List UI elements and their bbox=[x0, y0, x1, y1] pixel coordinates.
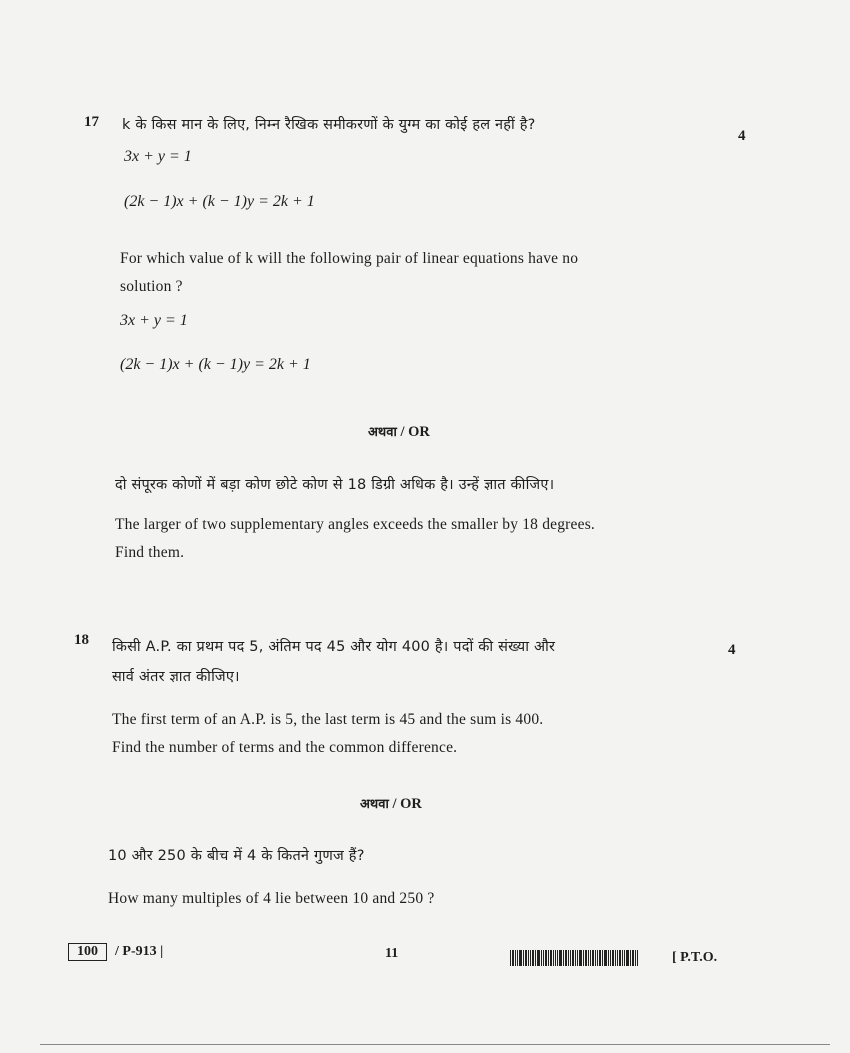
barcode-bar bbox=[537, 950, 540, 966]
question-18-number: 18 bbox=[74, 632, 89, 648]
barcode-bar bbox=[565, 950, 567, 966]
or-english: OR bbox=[408, 424, 430, 440]
barcode-bar bbox=[619, 950, 621, 966]
barcode-bar bbox=[585, 950, 587, 966]
question-17-english-line2: solution ? bbox=[120, 278, 183, 295]
barcode-bar bbox=[575, 950, 576, 966]
barcode-bar bbox=[602, 950, 603, 966]
barcode-bar bbox=[626, 950, 629, 966]
barcode-bar bbox=[622, 950, 623, 966]
barcode-bar bbox=[572, 950, 574, 966]
barcode-bar bbox=[592, 950, 594, 966]
barcode-bar bbox=[583, 950, 584, 966]
barcode-bar bbox=[615, 950, 616, 966]
question-17-eq2-hindi: (2k − 1)x + (k − 1)y = 2k + 1 bbox=[124, 193, 315, 210]
question-18-english-line2: Find the number of terms and the common difference. bbox=[112, 739, 458, 756]
barcode-bar bbox=[523, 950, 524, 966]
footer-pto: [ P.T.O. bbox=[672, 950, 718, 965]
page-bottom-edge bbox=[40, 1044, 830, 1045]
barcode-bar bbox=[637, 950, 638, 966]
barcode-bar bbox=[543, 950, 544, 966]
barcode-bar bbox=[548, 950, 549, 966]
barcode-bar bbox=[553, 950, 554, 966]
barcode-bar bbox=[588, 950, 589, 966]
barcode-bar bbox=[630, 950, 631, 966]
barcode-bar bbox=[559, 950, 562, 966]
or-english: OR bbox=[400, 796, 422, 812]
barcode-bar bbox=[528, 950, 529, 966]
barcode-bar bbox=[610, 950, 611, 966]
footer-paper-code: / P-913 | bbox=[115, 944, 164, 959]
barcode-bar bbox=[535, 950, 536, 966]
question-18-marks: 4 bbox=[728, 642, 736, 658]
question-18-or-divider bbox=[360, 794, 422, 813]
barcode-bar bbox=[577, 950, 578, 966]
barcode-bar bbox=[517, 950, 518, 966]
barcode-bar bbox=[568, 950, 569, 966]
barcode-bar bbox=[632, 950, 634, 966]
barcode-bar bbox=[512, 950, 514, 966]
barcode-graphic bbox=[510, 950, 639, 966]
question-17-or-divider bbox=[368, 422, 430, 441]
barcode-bar bbox=[545, 950, 547, 966]
barcode-bar bbox=[590, 950, 591, 966]
question-18-alt-hindi: 10 और 250 के बीच में 4 के कितने गुणज हैं? bbox=[108, 848, 365, 864]
barcode-bar bbox=[525, 950, 527, 966]
barcode-bar bbox=[557, 950, 558, 966]
or-hindi: अथवा bbox=[368, 425, 397, 440]
question-18-hindi-line2: सार्व अंतर ज्ञात कीजिए। bbox=[112, 669, 240, 685]
or-hindi: अथवा bbox=[360, 797, 389, 812]
barcode-bar bbox=[550, 950, 552, 966]
footer-left bbox=[68, 943, 163, 961]
barcode-bar bbox=[597, 950, 598, 966]
barcode-bar bbox=[519, 950, 522, 966]
barcode-bar bbox=[530, 950, 531, 966]
barcode-bar bbox=[612, 950, 614, 966]
barcode-bar bbox=[532, 950, 534, 966]
question-17-alt-english-line1: The larger of two supplementary angles exceeds the smaller by 18 degrees. bbox=[115, 516, 596, 533]
footer-page-number: 11 bbox=[385, 946, 399, 961]
barcode-bar bbox=[635, 950, 636, 966]
footer-box-number: 100 bbox=[68, 943, 107, 961]
barcode-bar bbox=[579, 950, 582, 966]
question-18-alt-english: How many multiples of 4 lie between 10 and 250 ? bbox=[108, 890, 435, 907]
barcode-bar bbox=[608, 950, 609, 966]
barcode-bar bbox=[604, 950, 607, 966]
barcode-bar bbox=[510, 950, 511, 966]
barcode-bar bbox=[599, 950, 601, 966]
barcode-bar bbox=[541, 950, 542, 966]
question-18-english-line1: The first term of an A.P. is 5, the last term is 45 and the sum is 400. bbox=[112, 711, 544, 728]
or-separator: / bbox=[388, 796, 401, 812]
barcode-bar bbox=[515, 950, 516, 966]
barcode-bar bbox=[563, 950, 564, 966]
or-separator: / bbox=[396, 424, 409, 440]
question-17-eq1-hindi: 3x + y = 1 bbox=[124, 148, 192, 165]
question-17-english-line1: For which value of k will the following pair of linear equations have no bbox=[120, 250, 579, 267]
barcode-bar bbox=[595, 950, 596, 966]
barcode-bar bbox=[617, 950, 618, 966]
question-17-alt-hindi: दो संपूरक कोणों में बड़ा कोण छोटे कोण से 18 डिग्री अधिक है। उन्हें ज्ञात कीजिए। bbox=[115, 477, 555, 493]
question-17-alt-english-line2: Find them. bbox=[115, 544, 185, 561]
question-17-marks: 4 bbox=[738, 128, 746, 144]
question-17-number: 17 bbox=[84, 114, 99, 130]
barcode-bar bbox=[624, 950, 625, 966]
question-17-hindi: k के किस मान के लिए, निम्न रैखिक समीकरणों के युग्म का कोई हल नहीं है? bbox=[122, 117, 536, 133]
question-18-hindi-line1: किसी A.P. का प्रथम पद 5, अंतिम पद 45 और योग 400 है। पदों की संख्या और bbox=[112, 639, 556, 655]
barcode-bar bbox=[570, 950, 571, 966]
barcode-bar bbox=[555, 950, 556, 966]
question-17-eq1-english: 3x + y = 1 bbox=[120, 312, 188, 329]
question-17-eq2-english: (2k − 1)x + (k − 1)y = 2k + 1 bbox=[120, 356, 311, 373]
